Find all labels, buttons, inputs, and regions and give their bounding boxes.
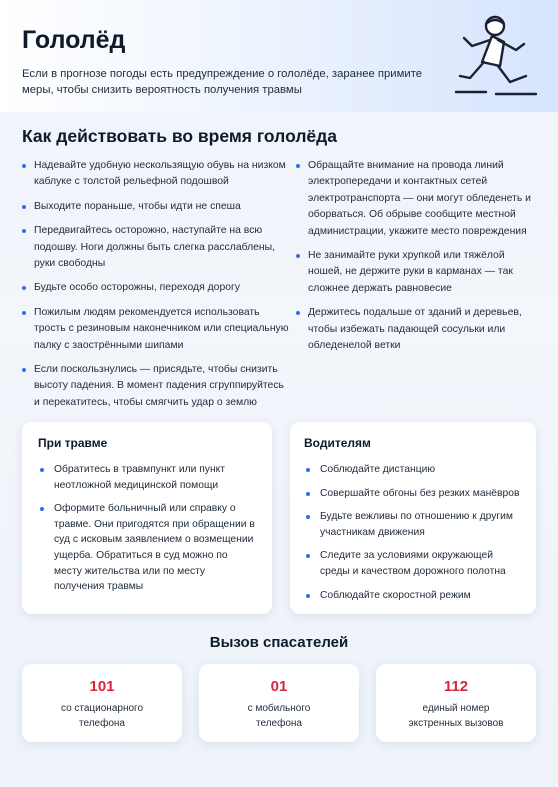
rescue-card-01: [199, 664, 359, 742]
rescue-number: 112: [443, 678, 469, 695]
drivers-list: [304, 462, 522, 603]
drivers-card-title: Водителям: [304, 436, 371, 450]
rescue-title: Вызов спасателей: [209, 634, 349, 651]
page-subtitle: Если в прогнозе погоды есть предупреждение о гололёде, заранее примите меры, чтобы снизить вероятность получения травмы: [22, 68, 423, 96]
list-item: Оформите больничный или справку о травме. Они пригодятся при обращении в суд с исковым заявлением о возмещении ущерба. Обратиться в суд можно по месту жительства или по месту получения травмы: [38, 501, 258, 595]
list-item: Держитесь подальше от зданий и деревьев, чтобы избежать падающей сосульки или обледенелой ветки: [296, 305, 536, 354]
section-title: Как действовать во время гололёда: [22, 126, 338, 146]
rescue-card-112: [376, 664, 536, 742]
list-item: Соблюдайте скоростной режим: [304, 588, 522, 604]
list-item: Обратитесь в травмпункт или пункт неотложной медицинской помощи: [38, 462, 258, 493]
rescue-label: единый номер экстренных вызовов: [408, 703, 504, 729]
list-item: Надевайте удобную нескользящую обувь на низком каблуке с толстой рельефной подошвой: [22, 158, 290, 191]
header-banner: [0, 0, 558, 112]
injury-card: [22, 422, 272, 614]
slipping-person-icon: [446, 4, 546, 104]
rescue-number: 101: [89, 678, 115, 695]
list-item: Выходите пораньше, чтобы идти не спеша: [22, 199, 290, 215]
list-item: Передвигайтесь осторожно, наступайте на всю подошву. Ноги должны быть слегка расслаблены, руки свободны: [22, 223, 290, 272]
injury-list: [38, 462, 258, 595]
list-item: Будьте вежливы по отношению к другим участникам движения: [304, 509, 522, 540]
list-item: Если поскользнулись — присядьте, чтобы снизить высоту падения. В момент падения сгруппируйтесь и перекатитесь, чтобы смягчить удар о землю: [22, 362, 290, 411]
list-item: Совершайте обгоны без резких манёвров: [304, 486, 522, 502]
rescue-label: с мобильного телефона: [247, 703, 311, 729]
list-item: Не занимайте руки хрупкой или тяжёлой ношей, не держите руки в карманах — так сложнее держать равновесие: [296, 248, 536, 297]
rescue-number: 01: [270, 678, 288, 695]
page-title: Гололёд: [22, 26, 126, 54]
list-item: Соблюдайте дистанцию: [304, 462, 522, 478]
drivers-card: [290, 422, 536, 614]
advice-list-left: [22, 158, 290, 419]
list-item: Следите за условиями окружающей среды и качеством дорожного полотна: [304, 548, 522, 579]
advice-list-right: [296, 158, 536, 362]
rescue-label: со стационарного телефона: [60, 703, 144, 729]
injury-card-title: При травме: [38, 436, 108, 450]
list-item: Будьте особо осторожны, переходя дорогу: [22, 280, 290, 296]
rescue-card-101: [22, 664, 182, 742]
list-item: Пожилым людям рекомендуется использовать трость с резиновым наконечником или специальную палку с заострёнными шипами: [22, 305, 290, 354]
list-item: Обращайте внимание на провода линий электропередачи и контактных сетей электротранспорта — они могут обледенеть и оборваться. Об обрыве сообщите местной администрации, укажите место повреждения: [296, 158, 536, 240]
